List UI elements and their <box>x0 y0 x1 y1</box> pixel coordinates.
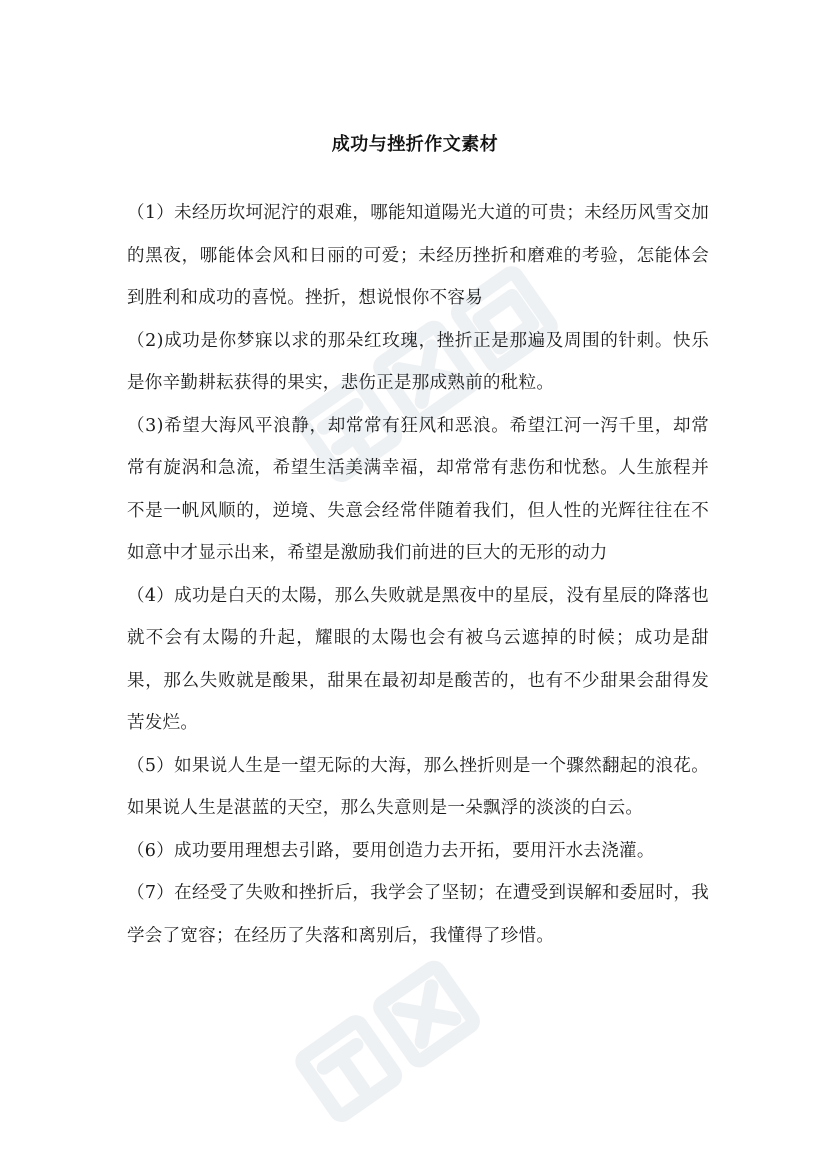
paragraph-6: （6）成功要用理想去引路，要用创造力去开拓，要用汗水去浇灌。 <box>127 840 655 861</box>
paragraph-2: （2)成功是你梦寐以求的那朵红玫瑰，挫折正是那遍及周围的针刺。快乐是你辛勤耕耘获得的果实，悲伤正是那成熟前的秕粒。 <box>127 330 709 393</box>
page-title: 成功与挫折作文素材 <box>331 134 499 155</box>
paragraph-4: （4）成功是白天的太陽，那么失败就是黑夜中的星辰，没有星辰的降落也就不会有太陽的升起，耀眼的太陽也会有被乌云遮掉的时候；成功是甜果，那么失败就是酸果，甜果在最初却是酸苦的，也有不少甜果会甜得发苦发烂。 <box>127 585 709 733</box>
paragraph-5: （5）如果说人生是一望无际的大海，那么挫折则是一个骤然翻起的浪花。如果说人生是湛蓝的天空，那么失意则是一朵飘浮的淡淡的白云。 <box>127 755 709 818</box>
paragraph-7: （7）在经受了失败和挫折后，我学会了坚韧；在遭受到误解和委屈时，我学会了宽容；在经历了失落和离别后，我懂得了珍惜。 <box>127 883 709 946</box>
paragraph-1: （1）未经历坎坷泥泞的艰难，哪能知道陽光大道的可贵；未经历风雪交加的黑夜，哪能体会风和日丽的可爱；未经历挫折和磨难的考验，怎能体会到胜利和成功的喜悦。挫折，想说恨你不容易 <box>127 203 709 308</box>
paragraph-3: （3)希望大海风平浪静，却常常有狂风和恶浪。希望江河一泻千里，却常常有旋涡和急流，希望生活美满幸福，却常常有悲伤和忧愁。人生旅程并不是一帆风顺的，逆境、失意会经常伴随着我们，但人性的光辉往往在不如意中才显示出来，希望是激励我们前进的巨大的无形的动力 <box>127 415 709 563</box>
document-body <box>127 192 709 957</box>
